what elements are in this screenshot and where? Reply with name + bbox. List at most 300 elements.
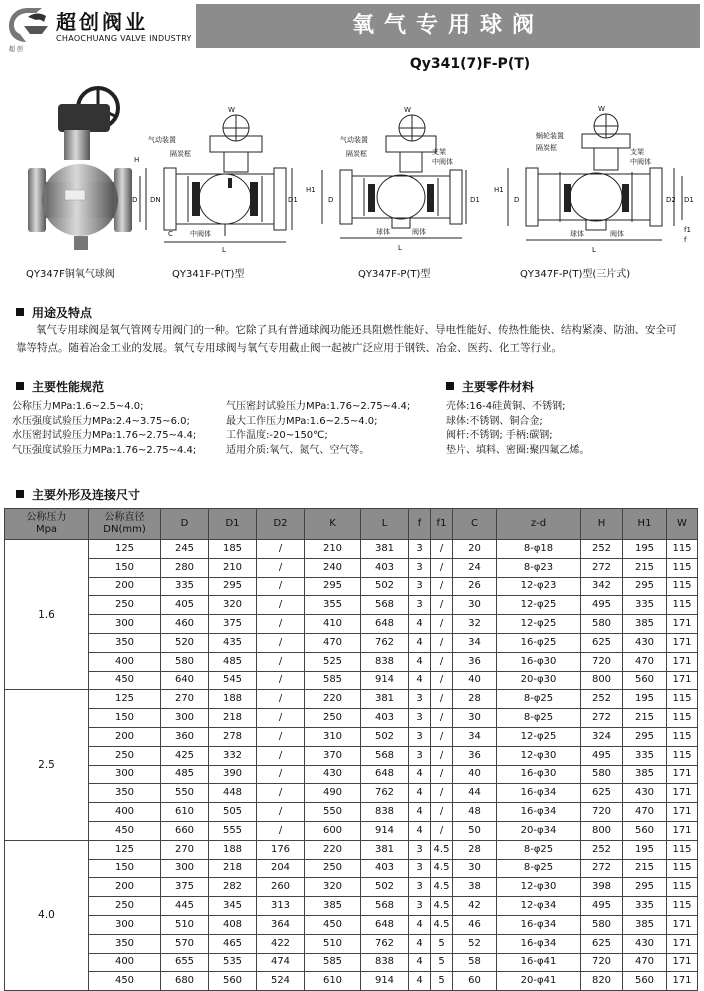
table-cell: 560 [623,671,667,690]
table-cell: 335 [623,897,667,916]
table-cell: 36 [453,746,497,765]
table-cell: 474 [257,953,305,972]
table-cell: 195 [623,840,667,859]
table-cell: 8-φ25 [497,709,581,728]
table-cell: 12-φ25 [497,596,581,615]
table-cell: 545 [209,671,257,690]
table-cell: 3 [409,558,431,577]
table-cell: 838 [361,953,409,972]
section-performance-title: 主要性能规范 [16,378,104,395]
table-cell: 3 [409,709,431,728]
table-row [5,784,698,803]
table-row [5,821,698,840]
table-cell: 115 [667,897,698,916]
table-cell: / [257,540,305,559]
table-cell: / [431,803,453,822]
pressure-cell: 4.0 [5,840,89,990]
table-cell: 550 [161,784,209,803]
table-cell: 310 [305,727,361,746]
table-cell: 16-φ41 [497,953,581,972]
perf-item: 气压密封试验压力MPa:1.76~2.75~4.4; [226,401,411,412]
table-cell: 520 [161,633,209,652]
table-row [5,558,698,577]
table-header-cell: 公称直径 DN(mm) [89,509,161,540]
table-cell: 44 [453,784,497,803]
table-cell: 16-φ34 [497,784,581,803]
table-row [5,690,698,709]
table-cell: / [431,577,453,596]
label-ball-3: 球体 [570,230,584,238]
table-cell: 660 [161,821,209,840]
table-cell: 400 [89,953,161,972]
table-cell: 188 [209,840,257,859]
table-cell: 4 [409,803,431,822]
table-cell: 245 [161,540,209,559]
table-cell: 300 [89,915,161,934]
table-cell: 3 [409,859,431,878]
label-w-2: W [404,106,411,114]
table-cell: 150 [89,558,161,577]
table-cell: 200 [89,577,161,596]
table-cell: 115 [667,540,698,559]
table-cell: / [431,746,453,765]
perf-item: 最大工作压力MPa:1.6~2.5~4.0; [226,415,378,427]
section-dimensions-title: 主要外形及连接尺寸 [16,486,140,503]
table-header-cell: D1 [209,509,257,540]
table-cell: / [257,652,305,671]
label-dn: DN [150,196,161,204]
table-cell: 60 [453,972,497,991]
table-cell: 4.5 [431,840,453,859]
table-row [5,540,698,559]
perf-col1 [12,400,196,458]
label-d1-2: D1 [470,196,480,204]
table-cell: 430 [623,633,667,652]
label-f1-3: f1 [684,226,691,234]
table-cell: 524 [257,972,305,991]
table-cell: 385 [623,615,667,634]
table-cell: 171 [667,615,698,634]
table-cell: 58 [453,953,497,972]
table-cell: 4 [409,915,431,934]
table-cell: 550 [305,803,361,822]
table-cell: 295 [623,727,667,746]
table-header-cell: L [361,509,409,540]
table-header-cell: C [453,509,497,540]
table-cell: 188 [209,690,257,709]
table-cell: 625 [581,934,623,953]
table-cell: 470 [623,652,667,671]
table-cell: / [431,765,453,784]
table-cell: 560 [623,821,667,840]
table-cell: 430 [305,765,361,784]
table-cell: 34 [453,727,497,746]
table-cell: 3 [409,878,431,897]
caption-qy341f: QY341F-P(T)型 [172,269,245,280]
table-cell: 3 [409,577,431,596]
table-cell: / [257,765,305,784]
label-l-2: L [398,244,402,252]
table-cell: 295 [209,577,257,596]
table-cell: 495 [581,596,623,615]
table-cell: 16-φ25 [497,633,581,652]
table-cell: 525 [305,652,361,671]
table-cell: 215 [623,558,667,577]
table-header-cell: f [409,509,431,540]
table-cell: 381 [361,840,409,859]
table-cell: 495 [581,897,623,916]
label-h1-3: H1 [494,186,504,194]
table-cell: 4.5 [431,915,453,934]
table-cell: 270 [161,840,209,859]
table-row [5,953,698,972]
table-cell: 403 [361,859,409,878]
table-row [5,596,698,615]
table-cell: 115 [667,596,698,615]
table-cell: 252 [581,690,623,709]
table-cell: 335 [623,596,667,615]
table-cell: 390 [209,765,257,784]
table-cell: 250 [305,859,361,878]
table-cell: 385 [623,765,667,784]
table-cell: 171 [667,972,698,991]
table-cell: 150 [89,709,161,728]
model-number: Qy341(7)F-P(T) [409,56,531,72]
brand-name-en: CHAOCHUANG VALVE INDUSTRY [56,34,192,43]
table-cell: 470 [623,803,667,822]
table-cell: 502 [361,878,409,897]
brand-seal-text: 超 创 [9,46,23,53]
perf-col2 [226,400,410,458]
table-cell: 350 [89,633,161,652]
drawing-qy347f-three-piece [490,106,700,256]
table-cell: 375 [161,878,209,897]
table-cell: 762 [361,934,409,953]
label-h1-2: H1 [306,186,316,194]
caption-qy347f-three: QY347F-P(T)型(三片式) [520,269,631,280]
table-cell: 3 [409,540,431,559]
table-cell: 220 [305,690,361,709]
dimensions-table [4,508,698,991]
table-cell: 300 [89,765,161,784]
table-cell: 46 [453,915,497,934]
materials-list [446,400,589,458]
table-cell: 450 [89,821,161,840]
table-cell: 648 [361,615,409,634]
label-body-3: 阀体 [610,230,624,238]
label-f-3: f [684,236,687,244]
table-row [5,746,698,765]
label-w-3: W [598,106,605,113]
table-cell: 568 [361,897,409,916]
table-cell: 210 [209,558,257,577]
table-cell: 3 [409,727,431,746]
table-cell: 210 [305,540,361,559]
table-cell: / [257,558,305,577]
table-cell: 460 [161,615,209,634]
table-cell: / [257,709,305,728]
table-cell: 470 [305,633,361,652]
table-row [5,765,698,784]
label-d2-3: D2 [666,196,676,204]
table-cell: / [431,690,453,709]
table-cell: 295 [623,878,667,897]
table-cell: 580 [581,615,623,634]
table-cell: 252 [581,840,623,859]
table-cell: 36 [453,652,497,671]
table-cell: 295 [305,577,361,596]
table-cell: 3 [409,746,431,765]
table-header-cell: K [305,509,361,540]
table-cell: 8-φ23 [497,558,581,577]
table-cell: 4 [409,934,431,953]
table-cell: 655 [161,953,209,972]
table-cell: 30 [453,709,497,728]
table-cell: 425 [161,746,209,765]
table-cell: 115 [667,727,698,746]
table-cell: 40 [453,671,497,690]
label-seat-2: 中阀体 [432,158,453,166]
table-cell: 150 [89,859,161,878]
table-cell: 16-φ34 [497,915,581,934]
table-header-cell: W [667,509,698,540]
table-cell: 335 [161,577,209,596]
table-cell: 218 [209,709,257,728]
table-cell: 115 [667,690,698,709]
label-fire-2: 隔炭框 [346,150,367,158]
table-row [5,897,698,916]
table-cell: 280 [161,558,209,577]
table-cell: 12-φ23 [497,577,581,596]
table-cell: 560 [623,972,667,991]
section-usage-title: 用途及特点 [16,304,92,321]
table-cell: 115 [667,577,698,596]
table-cell: 448 [209,784,257,803]
table-cell: 680 [161,972,209,991]
table-header-cell: 公称压力 Mpa [5,509,89,540]
table-cell: 16-φ30 [497,652,581,671]
table-cell: 485 [161,765,209,784]
table-cell: / [257,821,305,840]
table-cell: 385 [305,897,361,916]
table-cell: 465 [209,934,257,953]
table-cell: 600 [305,821,361,840]
table-cell: 20 [453,540,497,559]
label-h: H [134,156,140,164]
perf-item: 水压密封试验压力MPa:1.76~2.75~4.4; [12,430,197,441]
table-cell: 762 [361,784,409,803]
table-cell: 171 [667,633,698,652]
label-w: W [228,106,235,114]
table-cell: 272 [581,709,623,728]
table-cell: 580 [581,915,623,934]
table-cell: 28 [453,840,497,859]
table-header-cell: f1 [431,509,453,540]
usage-line-1: 氧气专用球阀是氧气管网专用阀门的一种。它除了具有普通球阀功能还具阻燃性能好、导电性能好、传热性能快、结构紧凑、防油、安全可 [36,324,677,336]
table-cell: 20-φ34 [497,821,581,840]
table-cell: / [431,671,453,690]
table-cell: 220 [305,840,361,859]
table-cell: 115 [667,709,698,728]
table-cell: 838 [361,803,409,822]
table-cell: / [431,540,453,559]
table-cell: 570 [161,934,209,953]
table-cell: 20-φ30 [497,671,581,690]
label-d-2: D [328,196,334,204]
table-cell: / [257,615,305,634]
material-item: 垫片、填料、密圈:聚四氟乙烯。 [446,444,590,456]
drawing-qy341f [128,106,298,256]
table-cell: 272 [581,558,623,577]
table-cell: 115 [667,859,698,878]
table-cell: 4 [409,615,431,634]
table-cell: 4 [409,821,431,840]
table-row [5,577,698,596]
table-cell: 345 [209,897,257,916]
label-seat-3: 中阀体 [630,158,651,166]
table-cell: 240 [305,558,361,577]
table-cell: 24 [453,558,497,577]
table-cell: 580 [161,652,209,671]
table-cell: 215 [623,709,667,728]
table-cell: 648 [361,915,409,934]
table-cell: / [257,727,305,746]
table-cell: 125 [89,840,161,859]
table-cell: 250 [89,897,161,916]
label-d1-3: D1 [684,196,694,204]
table-cell: 4 [409,765,431,784]
table-cell: / [431,615,453,634]
table-cell: 400 [89,652,161,671]
table-cell: 295 [623,577,667,596]
table-cell: 490 [305,784,361,803]
table-cell: 200 [89,727,161,746]
table-cell: 610 [161,803,209,822]
table-cell: 625 [581,633,623,652]
table-cell: 762 [361,633,409,652]
table-row [5,915,698,934]
table-cell: 4 [409,633,431,652]
table-cell: 398 [581,878,623,897]
table-cell: 435 [209,633,257,652]
label-d1: D1 [288,196,298,204]
brand-mark-icon [6,4,50,48]
table-cell: 3 [409,897,431,916]
table-cell: 200 [89,878,161,897]
table-cell: 585 [305,671,361,690]
table-cell: 332 [209,746,257,765]
perf-item: 工作温度:-20~150℃; [226,430,328,441]
table-cell: 4 [409,784,431,803]
table-cell: 342 [581,577,623,596]
table-cell: 250 [305,709,361,728]
table-cell: 204 [257,859,305,878]
table-cell: 34 [453,633,497,652]
table-cell: 171 [667,765,698,784]
table-cell: 800 [581,821,623,840]
table-cell: 400 [89,803,161,822]
table-cell: 4.5 [431,878,453,897]
table-cell: 510 [305,934,361,953]
table-cell: 50 [453,821,497,840]
table-cell: 720 [581,803,623,822]
table-cell: 430 [623,784,667,803]
table-cell: 502 [361,577,409,596]
table-cell: 250 [89,746,161,765]
table-cell: 185 [209,540,257,559]
table-header-cell: H1 [623,509,667,540]
table-row [5,615,698,634]
table-cell: 385 [623,915,667,934]
label-fire: 隔炭框 [170,150,191,158]
pressure-cell: 2.5 [5,690,89,840]
label-fire-3: 隔炭框 [536,144,557,152]
table-cell: 171 [667,953,698,972]
table-row [5,803,698,822]
table-cell: 32 [453,615,497,634]
table-cell: 820 [581,972,623,991]
label-body-2: 阀体 [412,228,426,236]
table-cell: 350 [89,784,161,803]
perf-item: 公称压力MPa:1.6~2.5~4.0; [12,401,144,412]
table-cell: / [257,784,305,803]
table-cell: 12-φ30 [497,746,581,765]
table-cell: 568 [361,596,409,615]
table-cell: 838 [361,652,409,671]
table-cell: 585 [305,953,361,972]
table-cell: 914 [361,972,409,991]
material-item: 壳体:16-4硅黄铜、不锈钢; [446,401,566,412]
table-cell: / [431,558,453,577]
table-row [5,633,698,652]
table-cell: 252 [581,540,623,559]
table-cell: 350 [89,934,161,953]
table-header-row [5,509,698,540]
table-cell: 535 [209,953,257,972]
table-cell: / [257,671,305,690]
usage-line-2: 靠等特点。随着冶金工业的发展。氧气专用球阀与氧气专用截止阀一起被广泛应用于钢铁、冶金、医药、化工等行业。 [16,342,562,354]
table-cell: 5 [431,953,453,972]
label-d-3: D [514,196,520,204]
table-row [5,840,698,859]
section-materials-title: 主要零件材料 [446,378,534,395]
table-cell: 278 [209,727,257,746]
table-cell: 403 [361,709,409,728]
table-cell: 115 [667,558,698,577]
table-cell: 20-φ41 [497,972,581,991]
table-cell: 218 [209,859,257,878]
table-cell: 42 [453,897,497,916]
table-cell: 171 [667,784,698,803]
label-seat: 中阀体 [190,230,211,238]
table-cell: 485 [209,652,257,671]
table-cell: 405 [161,596,209,615]
table-cell: 12-φ30 [497,878,581,897]
table-cell: 125 [89,540,161,559]
table-cell: 580 [581,765,623,784]
table-cell: 625 [581,784,623,803]
label-worm-3: 蜗轮装置 [536,132,564,140]
table-cell: 720 [581,953,623,972]
table-cell: 445 [161,897,209,916]
table-header-cell: H [581,509,623,540]
table-cell: 360 [161,727,209,746]
table-cell: 3 [409,596,431,615]
table-cell: 250 [89,596,161,615]
table-cell: 555 [209,821,257,840]
table-cell: 270 [161,690,209,709]
drawing-qy347f [300,106,480,256]
